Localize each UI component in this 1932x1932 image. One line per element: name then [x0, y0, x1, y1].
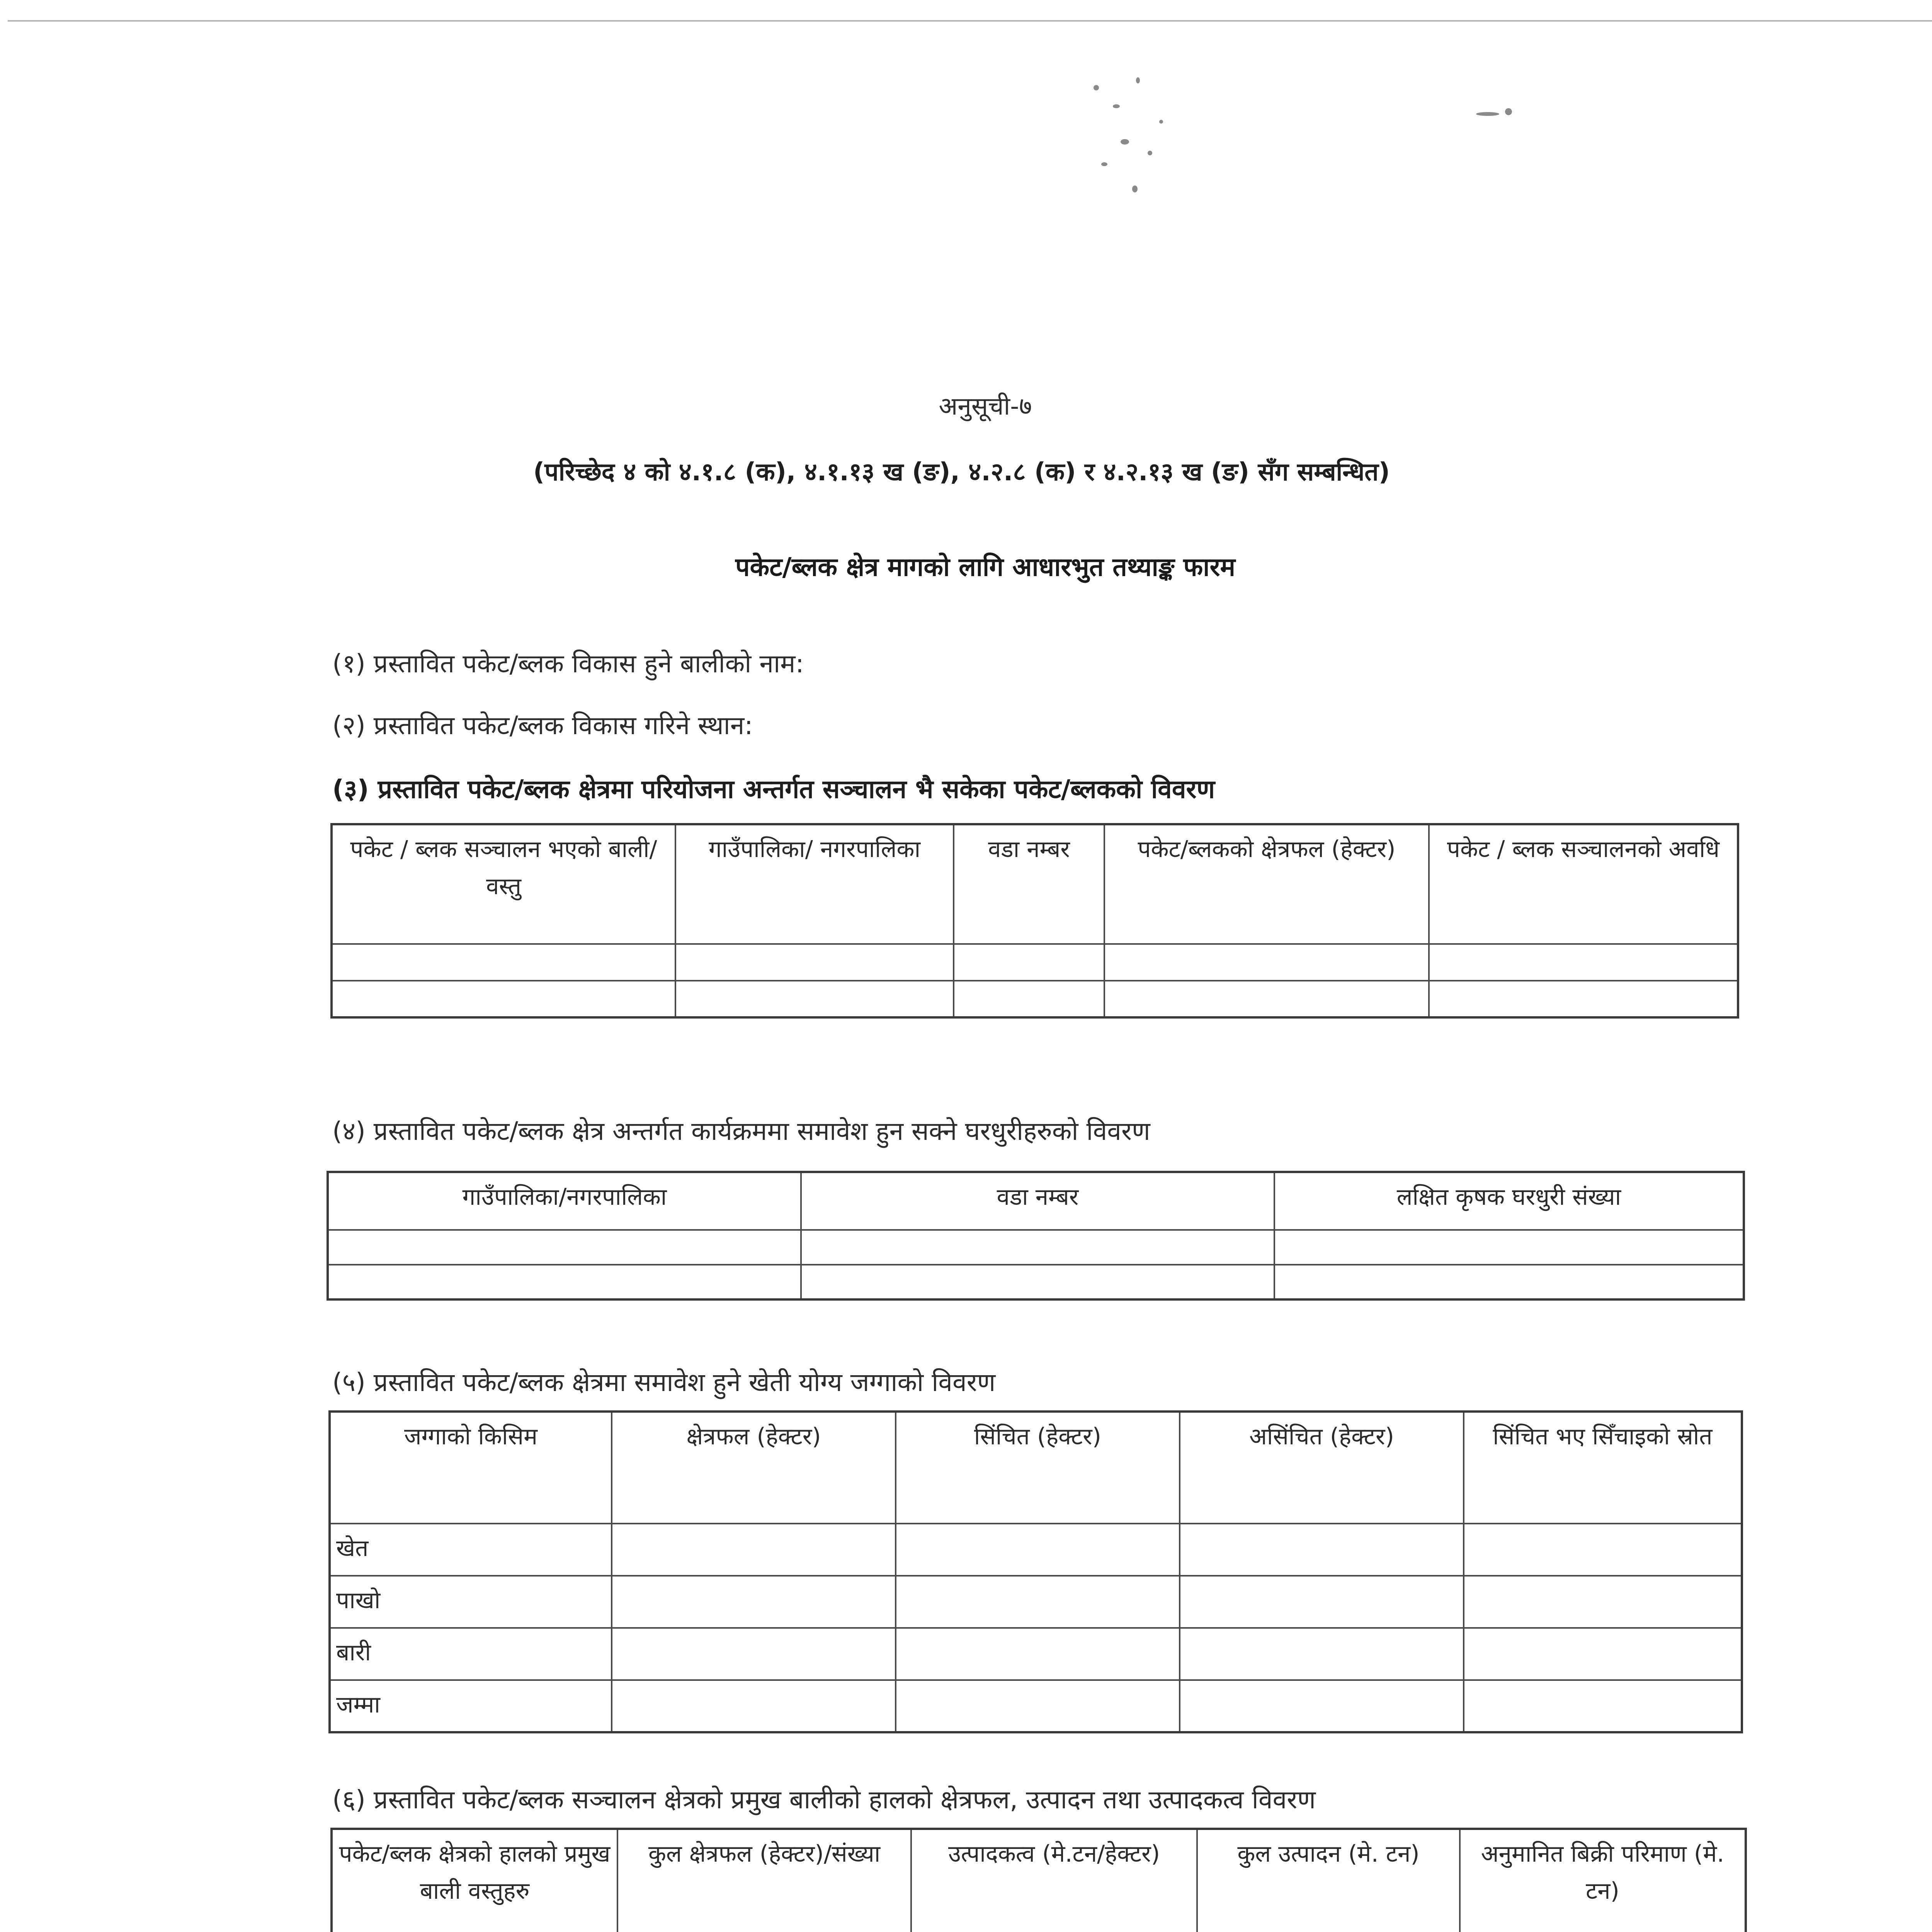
table-row [330, 1524, 1742, 1576]
scan-edge-line [8, 20, 1932, 22]
column-header: उत्पादकत्व (मे.टन/हेक्टर) [911, 1829, 1197, 1932]
table-row [330, 1628, 1742, 1680]
table-header-row [332, 824, 1738, 944]
column-header: कुल क्षेत्रफल (हेक्टर)/संख्या [617, 1829, 911, 1932]
table-households [327, 1171, 1745, 1301]
question-2: (२) प्रस्तावित पकेट/ब्लक विकास गरिने स्थान: [332, 711, 753, 740]
column-header: गाउँपालिका/नगरपालिका [328, 1172, 801, 1230]
column-header: पकेट / ब्लक सञ्चालनको अवधि [1429, 824, 1738, 944]
table-row [332, 981, 1738, 1017]
question-5: (५) प्रस्तावित पकेट/ब्लक क्षेत्रमा समावेश हुने खेती योग्य जग्गाको विवरण [332, 1367, 996, 1397]
column-header: पकेट/ब्लक क्षेत्रको हालको प्रमुख बाली वस्तुहरु [332, 1829, 617, 1932]
question-6: (६) प्रस्तावित पकेट/ब्लक सञ्चालन क्षेत्रको प्रमुख बालीको हालको क्षेत्रफल, उत्पादन तथा उत्पादकत्व विवरण [332, 1785, 1316, 1815]
question-4: (४) प्रस्तावित पकेट/ब्लक क्षेत्र अन्तर्गत कार्यक्रममा समावेश हुन सक्ने घरधुरीहरुको विवरण [332, 1116, 1150, 1146]
table-row [328, 1265, 1744, 1299]
table-row [330, 1680, 1742, 1732]
column-header: असिंचित (हेक्टर) [1180, 1412, 1464, 1524]
column-header: सिंचित (हेक्टर) [896, 1412, 1180, 1524]
column-header: अनुमानित बिक्री परिमाण (मे. टन) [1460, 1829, 1746, 1932]
column-header: पकेट/ब्लकको क्षेत्रफल (हेक्टर) [1104, 824, 1429, 944]
table-header-row [328, 1172, 1744, 1230]
column-header: गाउँपालिका/ नगरपालिका [675, 824, 954, 944]
column-header: पकेट / ब्लक सञ्चालन भएको बाली/वस्तु [332, 824, 675, 944]
column-header: वडा नम्बर [801, 1172, 1274, 1230]
row-label: बारी [330, 1628, 612, 1680]
table-header-row [332, 1829, 1746, 1932]
column-header: वडा नम्बर [954, 824, 1104, 944]
table-row [328, 1230, 1744, 1265]
table-row [332, 944, 1738, 981]
annex-subtitle: (परिच्छेद ४ को ४.१.८ (क), ४.१.१३ ख (ङ), ४.२.८ (क) र ४.२.१३ ख (ङ) सँग सम्बन्धित) [533, 458, 1390, 486]
table-major-crops [330, 1828, 1747, 1932]
annex-title: अनुसूची-७ [939, 392, 1032, 421]
table-header-row [330, 1412, 1742, 1524]
column-header: जग्गाको किसिम [330, 1412, 612, 1524]
table-row [330, 1576, 1742, 1628]
column-header: क्षेत्रफल (हेक्टर) [612, 1412, 896, 1524]
question-1: (१) प्रस्तावित पकेट/ब्लक विकास हुने बालीको नाम: [332, 649, 804, 679]
table-existing-pockets [330, 823, 1739, 1019]
question-3: (३) प्रस्तावित पकेट/ब्लक क्षेत्रमा परियोजना अन्तर्गत सञ्चालन भै सकेका पकेट/ब्लकको विवरण [332, 774, 1215, 804]
table-cultivable-land [328, 1410, 1743, 1733]
row-label: पाखो [330, 1576, 612, 1628]
column-header: कुल उत्पादन (मे. टन) [1197, 1829, 1460, 1932]
column-header: लक्षित कृषक घरधुरी संख्या [1274, 1172, 1744, 1230]
row-label: खेत [330, 1524, 612, 1576]
column-header: सिंचित भए सिँचाइको स्रोत [1464, 1412, 1742, 1524]
form-title: पकेट/ब्लक क्षेत्र मागको लागि आधारभुत तथ्याङ्क फारम [735, 552, 1235, 582]
row-label: जम्मा [330, 1680, 612, 1732]
